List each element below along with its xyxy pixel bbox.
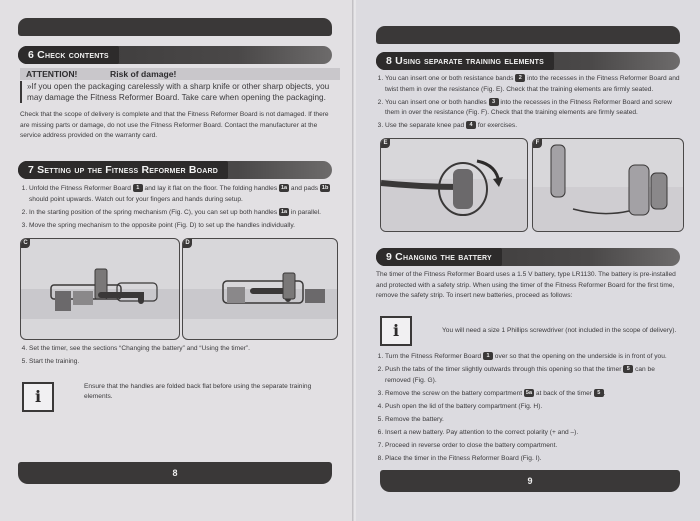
figure-c	[20, 238, 180, 340]
top-bar	[18, 18, 332, 36]
page-number: 8	[172, 468, 178, 478]
figure-d	[182, 238, 338, 340]
figure-c-label: C	[21, 239, 30, 248]
section-9-title: 9 Changing the battery	[376, 248, 502, 266]
figure-e-illustration	[381, 139, 527, 231]
warning-text: »If you open the packaging carelessly with a sharp knife or other sharp objects, you may damage the Fitness Reformer Board. Take care when opening the packaging.	[20, 81, 343, 103]
attention-label: ATTENTION!	[26, 69, 78, 79]
figure-d-label: D	[183, 239, 192, 248]
list-item: 2. In the starting position of the spring mechanism (Fig. C), you can set up both handles 1a in parallel.	[29, 208, 336, 219]
list-item: 1. You can insert one or both resistance bands 2 into the recesses in the Fitness Reformer Board and twist them in over the resistance (Fig. E). Check that the training elements are firmly seated.	[385, 74, 682, 95]
section-6-header	[18, 46, 332, 64]
section-9-steps	[376, 352, 682, 467]
risk-label: Risk of damage!	[110, 69, 177, 79]
section-7-steps-after	[20, 344, 336, 370]
info-text: Ensure that the handles are folded back flat before using the separate training elements.	[84, 383, 312, 400]
page-number: 9	[527, 476, 533, 486]
section-8-header	[376, 52, 680, 70]
list-item: 2. Push the tabs of the timer slightly outwards through this opening so that the timer 5 can be removed (Fig. G).	[385, 365, 682, 386]
list-item: 5. Remove the battery.	[385, 415, 682, 426]
section-9-intro	[376, 270, 682, 304]
info-icon: i	[22, 382, 54, 412]
figure-f-illustration	[533, 139, 683, 231]
list-item: 4. Set the timer, see the sections “Changing the battery” and “Using the timer”.	[29, 344, 336, 355]
section-7-steps	[20, 184, 336, 234]
list-item: 5. Start the training.	[29, 357, 336, 368]
info-icon: i	[380, 316, 412, 346]
section-6-title: 6 Check contents	[18, 46, 119, 64]
figure-f-label: F	[533, 139, 542, 148]
section-7-header	[18, 161, 332, 179]
list-item: 6. Insert a new battery. Pay attention to the correct polarity (+ and –).	[385, 428, 682, 439]
list-item: 3. Move the spring mechanism to the opposite point (Fig. D) to set up the handles individually.	[29, 221, 336, 232]
figure-f	[532, 138, 684, 232]
battery-intro: The timer of the Fitness Reformer Board uses a 1.5 V battery, type LR1130. The battery is pre-installed and protected with a safety strip. When using the timer of the Fitness Reformer Board for the first time, remove the safety strip. To insert new batteries, proceed as follows:	[376, 271, 676, 300]
figure-c-illustration	[21, 239, 179, 339]
warning-box	[20, 68, 340, 108]
list-item: 2. You can insert one or both handles 3 into the recesses in the Fitness Reformer Board and screw them in over the resistance (Fig. F). Check that the training elements are firmly seated.	[385, 98, 682, 119]
list-item: 3. Remove the screw on the battery compartment 5a at back of the timer 5 .	[385, 389, 682, 400]
page-number-bar	[380, 470, 680, 492]
top-bar	[376, 26, 680, 44]
list-item: 4. Push open the lid of the battery compartment (Fig. H).	[385, 402, 682, 413]
list-item: 8. Place the timer in the Fitness Reformer Board (Fig. I).	[385, 454, 682, 465]
section-8-title: 8 Using separate training elements	[376, 52, 554, 70]
figure-e	[380, 138, 528, 232]
list-item: 3. Use the separate knee pad 4 for exercises.	[385, 121, 682, 132]
section-7-title: 7 Setting up the Fitness Reformer Board	[18, 161, 228, 179]
list-item: 1. Unfold the Fitness Reformer Board 1 and lay it flat on the floor. The folding handles 1a and pads 1b should point upwards. Watch out for your fingers and hands during setup.	[29, 184, 336, 205]
figure-e-label: E	[381, 139, 390, 148]
figure-d-illustration	[183, 239, 337, 339]
right-page	[356, 0, 700, 521]
warning-header	[20, 68, 340, 80]
list-item: 1. Turn the Fitness Reformer Board 1 over so that the opening on the underside is in front of you.	[385, 352, 682, 363]
info-text: You will need a size 1 Phillips screwdriver (not included in the scope of delivery).	[442, 327, 677, 334]
section-8-steps	[376, 74, 682, 134]
page-number-bar	[18, 462, 332, 484]
section-9-header	[376, 248, 680, 266]
check-contents-text: Check that the scope of delivery is complete and that the Fitness Reformer Board is not damaged. If there are missing parts or damage, do not use the Fitness Reformer Board. Contact the manufacturer at the service address provided on the warranty card.	[20, 111, 329, 140]
list-item: 7. Proceed in reverse order to close the battery compartment.	[385, 441, 682, 452]
section-6-body	[20, 110, 336, 144]
